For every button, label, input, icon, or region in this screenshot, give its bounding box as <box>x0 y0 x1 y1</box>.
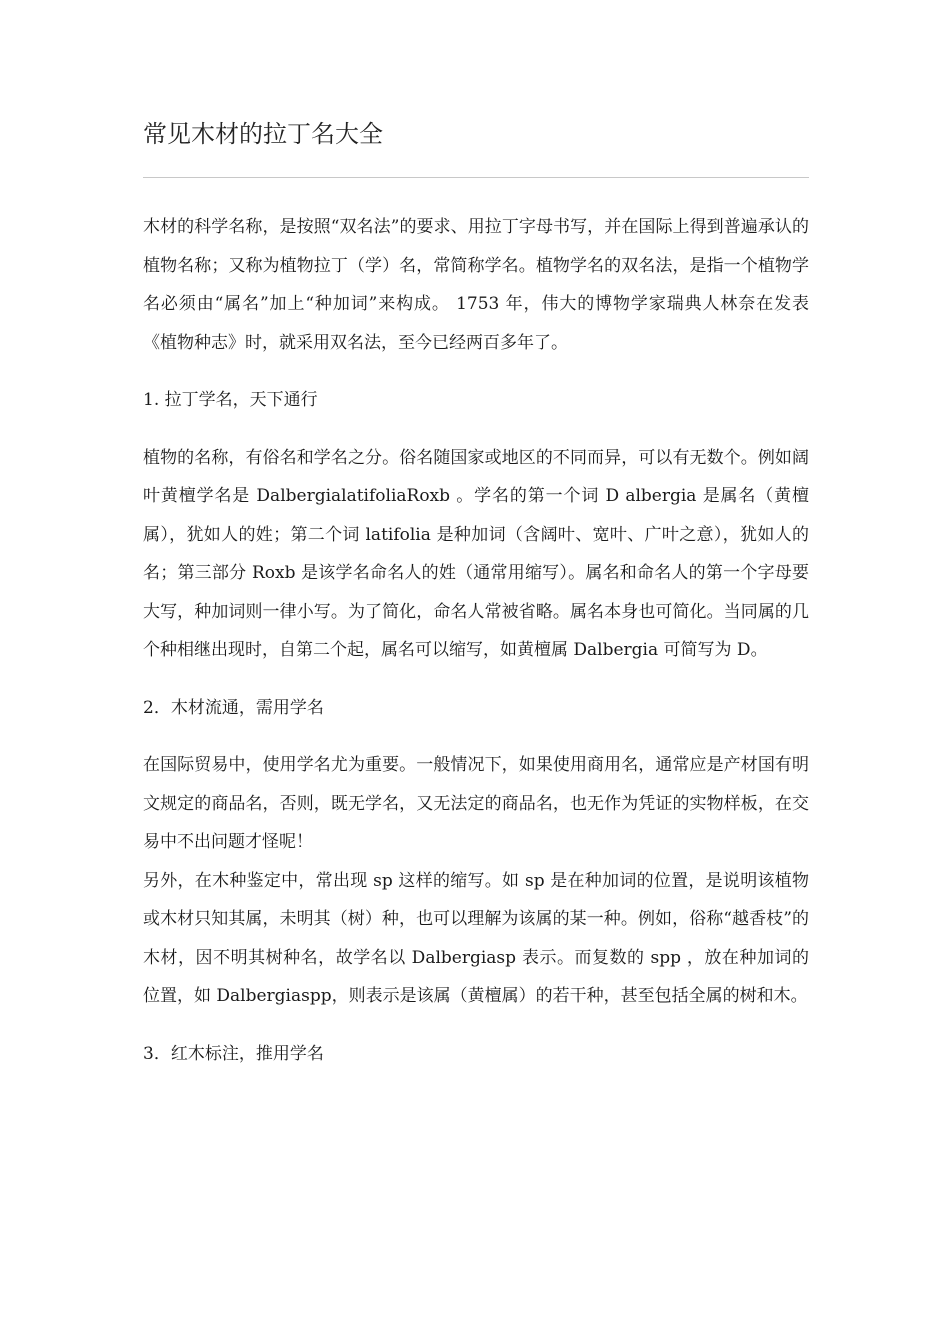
title-divider <box>143 177 809 178</box>
section-heading-3: 3．红木标注，推用学名 <box>143 1043 324 1064</box>
section-2-paragraph-a: 在国际贸易中，使用学名尤为重要。一般情况下，如果使用商用名，通常应是产材国有明文规定的商品名，否则，既无学名，又无法定的商品名，也无作为凭证的实物样板，在交易中不出问题才怪呢！ <box>143 755 809 852</box>
section-2-paragraph-b: 另外，在木种鉴定中，常出现 sp 这样的缩写。如 sp 是在种加词的位置，是说明该植物或木材只知其属，未明其（树）种，也可以理解为该属的某一种。例如，俗称“越香枝”的木材，因不明其树种名，故学名以 Dalbergiasp 表示。而复数的 spp ，放在种加词的位置，如 Dalbergiaspp，则表示是该属（黄檀属）的若干种，甚至包括全属的树和木。 <box>143 870 809 1006</box>
section-heading-1: 1. 拉丁学名，天下通行 <box>143 390 318 410</box>
section-heading-2: 2．木材流通，需用学名 <box>143 697 324 718</box>
intro-paragraph: 木材的科学名称，是按照“双名法”的要求、用拉丁字母书写，并在国际上得到普遍承认的植物名称；又称为植物拉丁（学）名，常简称学名。植物学名的双名法，是指一个植物学名必须由“属名”加上“种加词”来构成。 1753 年，伟大的博物学家瑞典人林奈在发表《植物种志》时，就采用双名法，至今已经两百多年了。 <box>143 217 809 353</box>
document-title: 常见木材的拉丁名大全 <box>143 120 383 148</box>
document-body <box>143 208 809 1092</box>
section-1-paragraph: 植物的名称，有俗名和学名之分。俗名随国家或地区的不同而异，可以有无数个。例如阔叶黄檀学名是 DalbergialatifoliaRoxb 。学名的第一个词 D albergia 是属名（黄檀属），犹如人的姓；第二个词 latifolia 是种加词（含阔叶、宽叶、广叶之意），犹如人的名；第三部分 Roxb 是该学名命名人的姓（通常用缩写）。属名和命名人的第一个字母要大写，种加词则一律小写。为了简化，命名人常被省略。属名本身也可简化。当同属的几个种相继出现时，自第二个起，属名可以缩写，如黄檀属 Dalbergia 可简写为 D。 <box>143 447 809 660</box>
